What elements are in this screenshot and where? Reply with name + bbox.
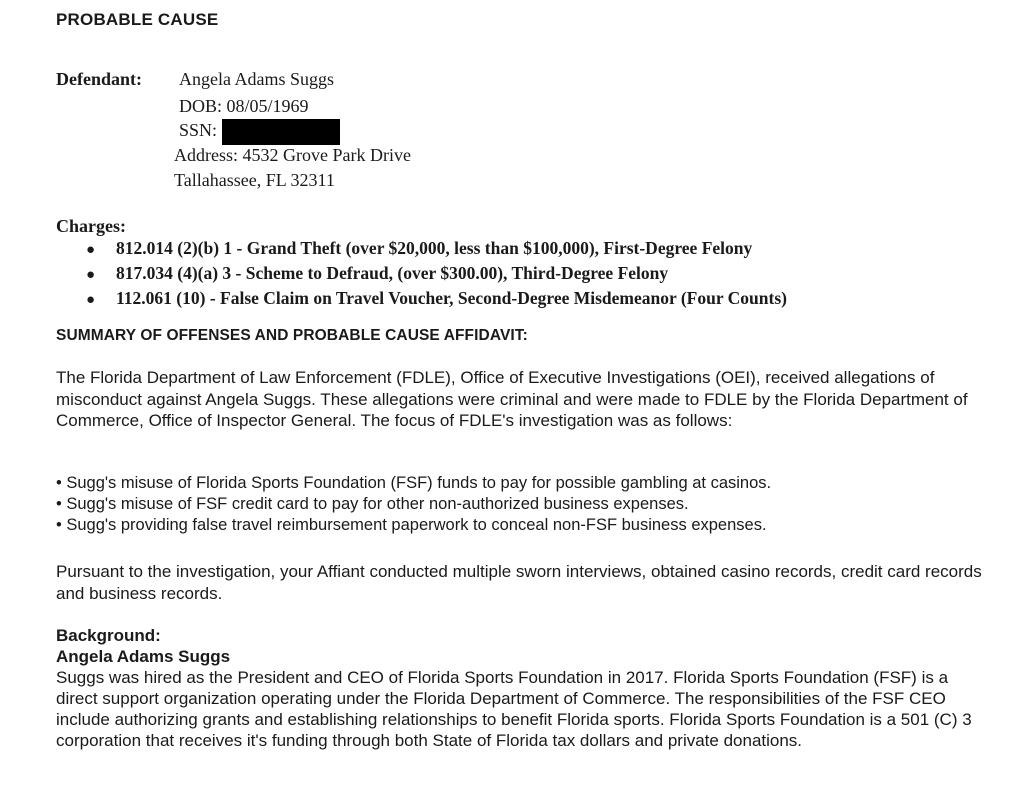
charge-text: 812.014 (2)(b) 1 - Grand Theft (over $20,000, less than $100,000), First-Degree Felony <box>116 238 753 258</box>
page-title: PROBABLE CAUSE <box>56 10 219 29</box>
background-subheading: Angela Adams Suggs <box>56 647 231 666</box>
list-item: • Sugg's misuse of FSF credit card to pay for other non-authorized business expenses. <box>56 495 689 513</box>
charges-heading: Charges: <box>56 216 126 236</box>
background-paragraph: Suggs was hired as the President and CEO of Florida Sports Foundation in 2017. Florida Sports Foundation (FSF) is a direct support organization operating under the Florida Department of Commerce. The responsibilities of the FSF CEO include authorizing grants and establishing relationships to benefit Florida sports. Florida Sports Foundation is a 501 (C) 3 corporation that receives it's funding through both State of Florida tax dollars and private donations. <box>56 668 972 750</box>
background-heading: Background: <box>56 626 161 645</box>
summary-heading: SUMMARY OF OFFENSES AND PROBABLE CAUSE AFFIDAVIT: <box>56 327 528 344</box>
defendant-dob: DOB: 08/05/1969 <box>179 96 309 116</box>
charge-text: 817.034 (4)(a) 3 - Scheme to Defraud, (over $300.00), Third-Degree Felony <box>116 263 669 283</box>
bullet-icon: ● <box>86 292 96 308</box>
defendant-address-line2: Tallahassee, FL 32311 <box>174 170 335 190</box>
defendant-name: Angela Adams Suggs <box>179 69 334 89</box>
charge-item <box>86 288 787 309</box>
list-item: • Sugg's misuse of Florida Sports Foundation (FSF) funds to pay for possible gambling at casinos. <box>56 474 772 492</box>
charge-item <box>86 263 668 284</box>
ssn-redaction-box <box>222 119 340 145</box>
list-item: • Sugg's providing false travel reimbursement paperwork to conceal non-FSF business expenses. <box>56 516 767 534</box>
defendant-label: Defendant: <box>56 69 142 89</box>
defendant-ssn-label: SSN: <box>179 120 218 140</box>
bullet-icon: ● <box>86 242 96 258</box>
charge-item <box>86 238 752 259</box>
focus-bullet-list <box>56 473 956 536</box>
defendant-address-line1: Address: 4532 Grove Park Drive <box>174 145 411 165</box>
summary-intro-paragraph: The Florida Department of Law Enforcement (FDLE), Office of Executive Investigations (OEI), received allegations of misconduct against Angela Suggs. These allegations were criminal and were made to FDLE by the Florida Department of Commerce, Office of Inspector General. The focus of FDLE's investigation was as follows: <box>56 368 968 430</box>
bullet-icon: ● <box>86 267 96 283</box>
pursuant-paragraph: Pursuant to the investigation, your Affiant conducted multiple sworn interviews, obtained casino records, credit card records and business records. <box>56 562 982 603</box>
charge-text: 112.061 (10) - False Claim on Travel Voucher, Second-Degree Misdemeanor (Four Counts) <box>116 288 787 308</box>
